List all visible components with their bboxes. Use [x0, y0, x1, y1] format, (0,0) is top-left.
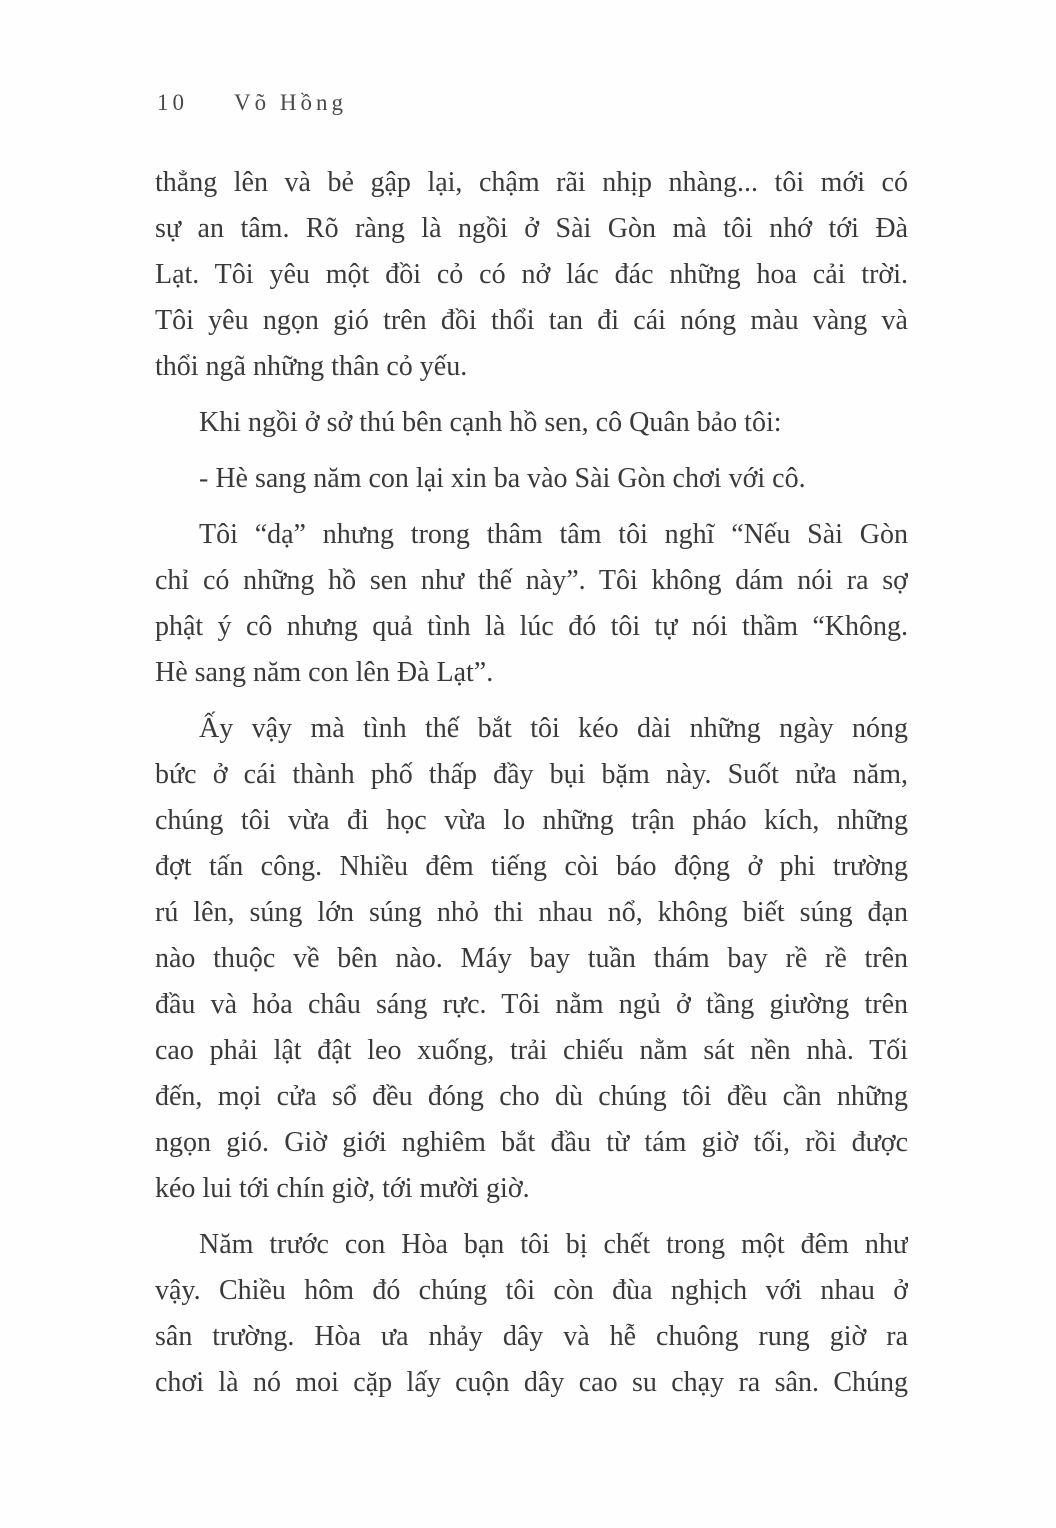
text-line: đầu và hỏa châu sáng rực. Tôi nằm ngủ ở tầng giường trên [155, 989, 908, 1020]
paragraph [155, 512, 908, 696]
paragraph [155, 1222, 908, 1406]
text-line: Năm trước con Hòa bạn tôi bị chết trong một đêm như [199, 1229, 908, 1260]
text-line: kéo lui tới chín giờ, tới mười giờ. [155, 1173, 530, 1204]
paragraph [155, 400, 908, 446]
text-line: sân trường. Hòa ưa nhảy dây và hễ chuông rung giờ ra [155, 1321, 908, 1352]
page-number: 10 [157, 90, 188, 115]
page-header [157, 90, 347, 116]
text-line: ngọn gió. Giờ giới nghiêm bắt đầu từ tám giờ tối, rồi được [155, 1127, 908, 1158]
text-line: phật ý cô nhưng quả tình là lúc đó tôi tự nói thầm “Không. [155, 611, 908, 642]
text-line: chúng tôi vừa đi học vừa lo những trận pháo kích, những [155, 805, 908, 836]
text-line: sự an tâm. Rõ ràng là ngồi ở Sài Gòn mà tôi nhớ tới Đà [155, 213, 908, 244]
text-line: thẳng lên và bẻ gập lại, chậm rãi nhịp nhàng... tôi mới có [155, 167, 908, 198]
text-line: chơi là nó moi cặp lấy cuộn dây cao su chạy ra sân. Chúng [155, 1367, 908, 1398]
text-line: đến, mọi cửa sổ đều đóng cho dù chúng tôi đều cần những [155, 1081, 908, 1112]
text-line: chỉ có những hồ sen như thế này”. Tôi không dám nói ra sợ [155, 565, 908, 596]
text-line: Hè sang năm con lên Đà Lạt”. [155, 657, 494, 688]
text-line: Khi ngồi ở sở thú bên cạnh hồ sen, cô Quân bảo tôi: [199, 407, 782, 438]
text-line: Tôi yêu ngọn gió trên đồi thổi tan đi cái nóng màu vàng và [155, 305, 908, 336]
text-line: bức ở cái thành phố thấp đầy bụi bặm này. Suốt nửa năm, [155, 759, 908, 790]
paragraph [155, 706, 908, 1212]
text-line: nào thuộc về bên nào. Máy bay tuần thám bay rề rề trên [155, 943, 908, 974]
text-line: Lạt. Tôi yêu một đồi cỏ có nở lác đác những hoa cải trời. [155, 259, 908, 290]
text-line: cao phải lật đật leo xuống, trải chiếu nằm sát nền nhà. Tối [155, 1035, 908, 1066]
page-body-text [155, 160, 908, 1416]
author-name: Võ Hồng [234, 90, 347, 115]
text-line: vậy. Chiều hôm đó chúng tôi còn đùa nghịch với nhau ở [155, 1275, 908, 1306]
text-line: Ấy vậy mà tình thế bắt tôi kéo dài những ngày nóng [199, 713, 908, 744]
paragraph [155, 456, 908, 502]
text-line: - Hè sang năm con lại xin ba vào Sài Gòn chơi với cô. [199, 463, 806, 494]
text-line: đợt tấn công. Nhiều đêm tiếng còi báo động ở phi trường [155, 851, 908, 882]
text-line: rú lên, súng lớn súng nhỏ thi nhau nổ, không biết súng đạn [155, 897, 908, 928]
text-line: Tôi “dạ” nhưng trong thâm tâm tôi nghĩ “Nếu Sài Gòn [199, 519, 908, 550]
text-line: thổi ngã những thân cỏ yếu. [155, 351, 468, 382]
paragraph [155, 160, 908, 390]
